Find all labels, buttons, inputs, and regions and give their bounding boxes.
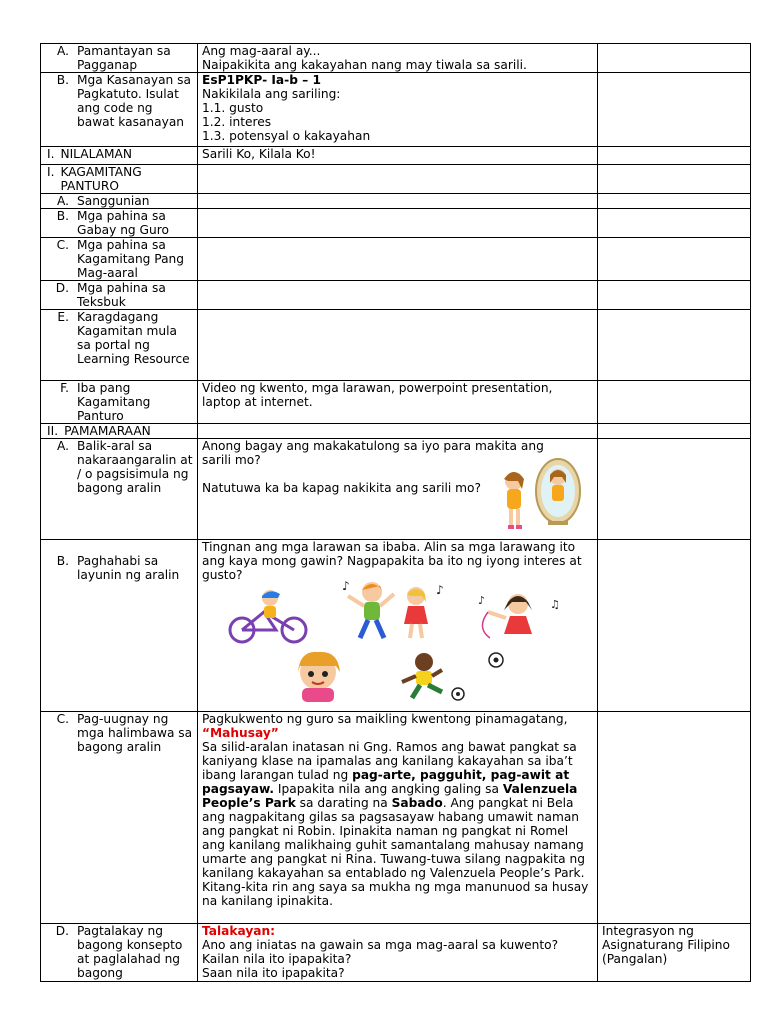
row-label: D. Mga pahina sa Teksbuk xyxy=(41,281,198,310)
row-notes xyxy=(598,73,751,147)
svg-text:♪: ♪ xyxy=(342,579,350,593)
table-row xyxy=(41,147,751,165)
row-label: B. Mga pahina sa Gabay ng Guro xyxy=(41,209,198,238)
row-notes xyxy=(598,165,751,194)
row-content: Video ng kwento, mga larawan, powerpoint presentation, laptop at internet. xyxy=(198,381,598,424)
row-notes xyxy=(598,238,751,281)
table-row xyxy=(41,44,751,73)
svg-text:♪: ♪ xyxy=(436,583,444,597)
row-label: I. NILALAMAN xyxy=(41,147,198,165)
row-label: F. Iba pang Kagamitang Panturo xyxy=(41,381,198,424)
table-row xyxy=(41,209,751,238)
row-notes xyxy=(598,194,751,209)
row-content xyxy=(198,238,598,281)
table-row xyxy=(41,424,751,439)
table-row xyxy=(41,194,751,209)
row-content xyxy=(198,165,598,194)
row-notes xyxy=(598,424,751,439)
discussion-heading: Talakayan: xyxy=(202,924,276,938)
row-content: Talakayan: Ano ang iniatas na gawain sa mga mag-aaral sa kuwento? Kailan nila ito ipapakita? Saan nila ito ipapakita? xyxy=(198,924,598,982)
row-notes xyxy=(598,310,751,381)
row-label: II. PAMAMARAAN xyxy=(41,424,198,439)
table-row xyxy=(41,439,751,540)
row-label: C. Pag-uugnay ng mga halimbawa sa bagong aralin xyxy=(41,712,198,924)
table-row xyxy=(41,238,751,281)
row-label: A. Balik-aral sa nakaraangaralin at / o pagsisimula ng bagong aralin xyxy=(41,439,198,540)
table-row xyxy=(41,73,751,147)
row-notes xyxy=(598,209,751,238)
row-content xyxy=(198,281,598,310)
table-row xyxy=(41,381,751,424)
row-notes xyxy=(598,540,751,712)
table-row xyxy=(41,924,751,982)
row-label: A. Sanggunian xyxy=(41,194,198,209)
story-title: “Mahusay” xyxy=(202,726,279,740)
row-label: I. KAGAMITANG PANTURO xyxy=(41,165,198,194)
svg-text:♫: ♫ xyxy=(550,598,560,611)
boy-bicycle-illustration xyxy=(224,588,316,644)
row-content: Ang mag-aaral ay... Naipakikita ang kakayahan nang may tiwala sa sarili. xyxy=(198,44,598,73)
row-content xyxy=(198,712,598,924)
table-row xyxy=(41,165,751,194)
story-text: Sa silid-aralan inatasan ni Gng. Ramos ang bawat pangkat sa kaniyang klase na ipamalas ang kanilang kakayahan sa iba’t ibang larangan tulad ng pag-arte, pagguhit, pag-awit at pagsayaw. Ipapakita nila ang angking galing sa Valenzuela People’s Park sa darating na Sabado. Ang pangkat ni Bela ang nagpakitang gilas sa pagsasayaw habang umawit naman ang pangkat ni Robin. Ipinakita naman ng pangkat ni Romel ang kanilang malikhaing guhit samantalang mahusay namang umarte ang pangkat ni Rina. Tuwang-tuwa silang nagpakita ng kanilang kakayahan sa entablado ng Valenzuela People’s Park. Kitang-kita rin ang saya sa mukha ng mga manunuod sa husay na kanilang ipinakita. xyxy=(202,740,589,908)
row-content xyxy=(198,310,598,381)
table-row xyxy=(41,281,751,310)
row-content: Anong bagay ang makakatulong sa iyo para makita ang sarili mo? Natutuwa ka ba kapag nakikita ang sarili mo? xyxy=(198,439,598,540)
row-content xyxy=(198,194,598,209)
row-content xyxy=(198,209,598,238)
row-label: C. Mga pahina sa Kagamitang Pang Mag-aaral xyxy=(41,238,198,281)
dancing-kids-illustration xyxy=(336,578,456,642)
singing-girl-illustration xyxy=(470,590,570,642)
row-label: B. Paghahabi sa layunin ng aralin xyxy=(41,540,198,712)
row-label: D. Pagtalakay ng bagong konsepto at paglalahad ng bagong xyxy=(41,924,198,982)
integration-note: Integrasyon ng Asignaturang Filipino (Pangalan) xyxy=(602,924,730,966)
boy-soccer-illustration xyxy=(394,652,510,702)
row-content: EsP1PKP- Ia-b – 1 Nakikilala ang sariling: 1.1. gusto 1.2. interes 1.3. potensyal o kakayahan xyxy=(198,73,598,147)
girl-mirror-illustration xyxy=(496,455,592,535)
table-row xyxy=(41,540,751,712)
lesson-plan-table xyxy=(40,43,751,982)
table-row xyxy=(41,712,751,924)
girl-drawing-illustration xyxy=(280,650,358,704)
table-row xyxy=(41,310,751,381)
row-notes xyxy=(598,439,751,540)
row-notes xyxy=(598,281,751,310)
competency-code: EsP1PKP- Ia-b – 1 xyxy=(202,73,321,87)
row-notes xyxy=(598,712,751,924)
svg-text:♪: ♪ xyxy=(478,594,486,607)
row-label: A. Pamantayan sa Pagganap xyxy=(41,44,198,73)
row-notes xyxy=(598,44,751,73)
row-label: E. Karagdagang Kagamitan mula sa portal ng Learning Resource xyxy=(41,310,198,381)
row-content: Tingnan ang mga larawan sa ibaba. Alin sa mga larawang ito ang kaya mong gawin? Nagpapakita ba ito ng iyong interes at gusto? ♪ ♪ ♪ ♫ xyxy=(198,540,598,712)
row-notes xyxy=(598,147,751,165)
row-content xyxy=(198,424,598,439)
row-content: Sarili Ko, Kilala Ko! xyxy=(198,147,598,165)
story-intro: Pagkukwento ng guro sa maikling kwentong pinamagatang, xyxy=(202,712,568,726)
row-label: B. Mga Kasanayan sa Pagkatuto. Isulat ang code ng bawat kasanayan xyxy=(41,73,198,147)
row-notes xyxy=(598,381,751,424)
row-notes xyxy=(598,924,751,982)
